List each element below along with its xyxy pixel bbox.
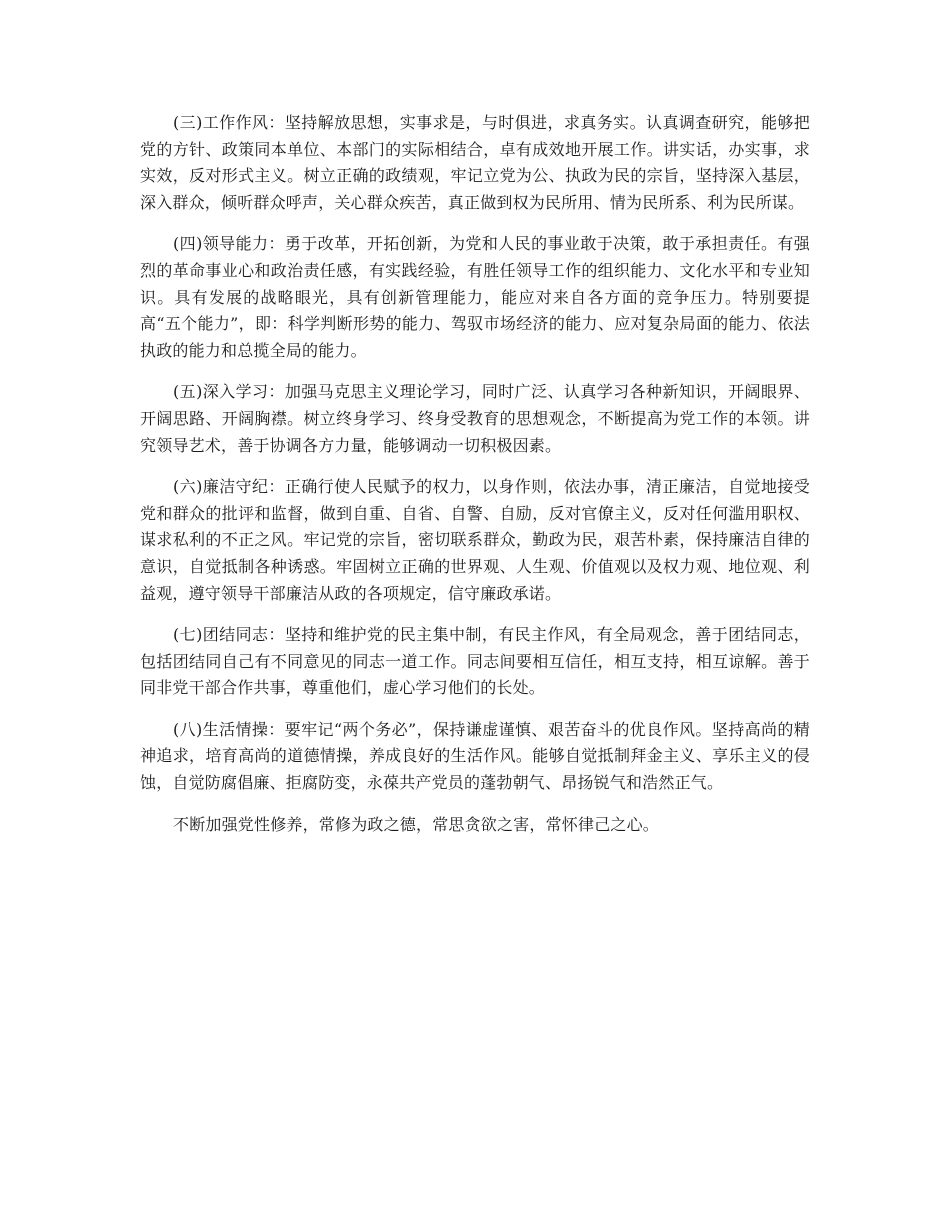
paragraph-leadership-ability: (四)领导能力：勇于改革，开拓创新，为党和人民的事业敢于决策，敢于承担责任。有强烈的革命事业心和政治责任感，有实践经验，有胜任领导工作的组织能力、文化水平和专业知识。具有发展的战略眼光，具有创新管理能力，能应对来自各方面的竞争压力。特别要提高“五个能力”，即：科学判断形势的能力、驾驭市场经济的能力、应对复杂局面的能力、依法执政的能力和总揽全局的能力。 (140, 234, 810, 360)
paragraph-work-style: (三)工作作风：坚持解放思想，实事求是，与时俱进，求真务实。认真调查研究，能够把党的方针、政策同本单位、本部门的实际相结合，卓有成效地开展工作。讲实话，办实事，求实效，反对形式主义。树立正确的政绩观，牢记立党为公、执政为民的宗旨，坚持深入基层，深入群众，倾听群众呼声，关心群众疾苦，真正做到权为民所用、情为民所系、利为民所谋。 (140, 113, 810, 212)
paragraph-life-sentiment: (八)生活情操：要牢记“两个务必”，保持谦虚谨慎、艰苦奋斗的优良作风。坚持高尚的精神追求，培育高尚的道德情操，养成良好的生活作风。能够自觉抵制拜金主义、享乐主义的侵蚀，自觉防腐倡廉、拒腐防变，永葆共产党员的蓬勃朝气、昂扬锐气和浩然正气。 (140, 719, 810, 793)
paragraph-unity-comrades: (七)团结同志：坚持和维护党的民主集中制，有民主作风，有全局观念，善于团结同志，包括团结同自己有不同意见的同志一道工作。同志间要相互信任，相互支持，相互谅解。善于同非党干部合作共事，尊重他们，虚心学习他们的长处。 (140, 625, 810, 698)
document-page (140, 110, 810, 853)
paragraph-in-depth-study: (五)深入学习：加强马克思主义理论学习，同时广泛、认真学习各种新知识，开阔眼界、开阔思路、开阔胸襟。树立终身学习、终身受教育的思想观念，不断提高为党工作的本领。讲究领导艺术，善于协调各方力量，能够调动一切积极因素。 (140, 382, 810, 455)
paragraph-integrity-discipline: (六)廉洁守纪：正确行使人民赋予的权力，以身作则，依法办事，清正廉洁，自觉地接受党和群众的批评和监督，做到自重、自省、自警、自励，反对官僚主义，反对任何滥用职权、谋求私利的不正之风。牢记党的宗旨，密切联系群众，勤政为民，艰苦朴素，保持廉洁自律的意识，自觉抵制各种诱惑。牢固树立正确的世界观、人生观、价值观以及权力观、地位观、利益观，遵守领导干部廉洁从政的各项规定，信守廉政承诺。 (140, 477, 810, 603)
paragraph-closing: 不断加强党性修养，常修为政之德，常思贪欲之害，常怀律己之心。 (173, 814, 660, 834)
